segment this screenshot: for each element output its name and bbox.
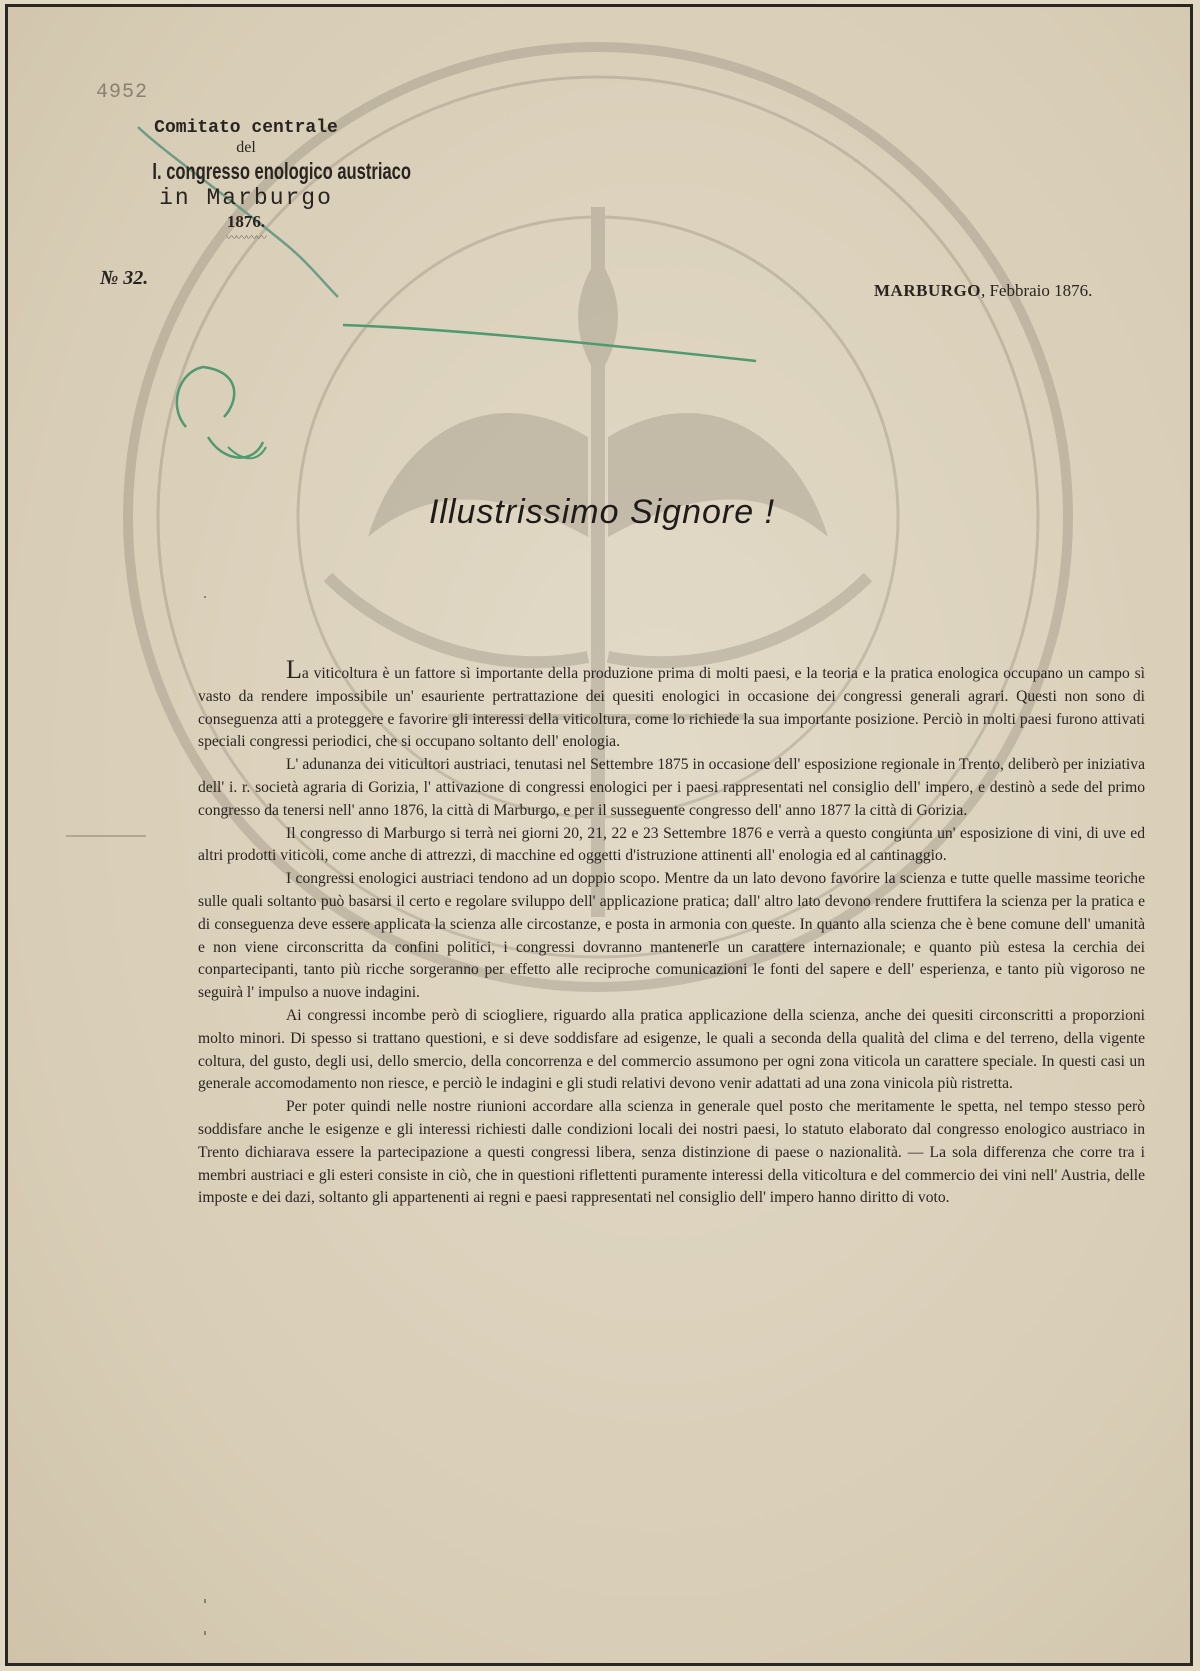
paragraph-text: a viticoltura è un fattore sì importante della produzione prima di molti paesi, e la teoria e la pratica enologica occupano un campo sì vasto da rendere impossibile un' esauriente pertrattazione dei quesiti enologici in occasione dei congressi generali agrari. Questi non sono di conseguenza atti a proteggere e favorire gli interessi della viticoltura, come lo richiede la sua importante posizione. Perciò in molti paesi furono attivati speciali congressi periodici, che si occupano soltanto dell' enologia. — [198, 665, 1145, 751]
archive-number: 4952 — [96, 81, 149, 104]
letterhead — [116, 118, 411, 244]
place-name: MARBURGO — [874, 281, 981, 300]
letterhead-line-2: del — [236, 138, 256, 156]
paragraph — [198, 655, 1145, 754]
letterhead-line-1: Comitato centrale — [154, 118, 338, 138]
paragraph: I congressi enologici austriaci tendono ad un doppio scopo. Mentre da un lato devono favorire la scienza e tutte quelle massime teoriche sulle quali soltanto può basarsi il certo e regolare sviluppo dell' applicazione pratica; dall' altro lato devono rendere fruttifera la scienza per la pratica e di conseguenza deve essere applicata la scienza alle circostanze, e posta in armonia con queste. In quanto alla scienza che è bene comune dell' umanità e non viene circonscritta da confini politici, i congressi dovranno mantenerle un carattere internazionale; e quanto più estesa la cerchia dei conpartecipanti, tanto più ricche sorgeranno per effetto alle reciproche comunicazioni le fonti del sapere e dell' esperienza, e tanto più vigoroso ne seguirà l' impulso a nuove indagini. — [198, 870, 1145, 1002]
letterhead-line-5: 1876. — [226, 211, 266, 231]
document-page — [5, 4, 1193, 1666]
salutation: Illustrissimo Signore ! — [428, 493, 776, 531]
ornament-rule-icon: 〰〰〰〰 — [226, 231, 266, 244]
paragraph: Il congresso di Marburgo si terrà nei giorni 20, 21, 22 e 23 Settembre 1876 e verrà a questo congiunta un' esposizione di vini, di uve ed altri prodotti viticoli, come anche di attrezzi, di macchine ed oggetti d'istruzione attinenti all' enologia ed al cantinaggio. — [198, 824, 1145, 865]
margin-tick-mark — [204, 596, 206, 598]
margin-tick-mark — [204, 1599, 206, 1603]
paragraph: Per poter quindi nelle nostre riunioni accordare alla scienza in generale quel posto che meritamente le spetta, nel tempo stesso però soddisfare anche le esigenze e gli interessi richiesti dalle condizioni locali dei nostri paesi, lo statuto elaborato dal congresso enologico austriaco in Trento dichiarava essere la partecipazione a questi congressi libera, senza distinzione di paese o nazionalità. — La sola differenza che corre tra i membri austriaci e gli esteri consiste in ciò, che in questioni riflettenti puramente interessi della viticoltura e del commercio dei vini nell' Austria, delle imposte e dei dazi, soltanto gli appartenenti ai regni e paesi rappresentati nel consiglio dell' impero hanno diritto di voto. — [198, 1098, 1145, 1207]
paragraph: Ai congressi incombe però di sciogliere, riguardo alla pratica applicazione della scienza, anche dei quesiti circonscritti a proporzioni molto minori. Di spesso si trattano questioni, e si deve soddisfare ad esigenze, le quali a seconda della qualità del clima e del terreno, della vigente coltura, del gusto, degli usi, dello smercio, della concorrenza e del commercio assumono per ogni zona viticola un carattere speciale. In questi casi un generale accomodamento non riesce, e perciò le indagini e gli studi relativi devono venir adattati ad una zona vinicola più ristretta. — [198, 1006, 1145, 1093]
drop-cap: L — [286, 655, 302, 684]
date-text: , Febbraio 1876. — [980, 281, 1093, 300]
letterhead-line-4: in Marburgo — [159, 184, 333, 211]
margin-scratch-mark — [66, 835, 146, 837]
margin-tick-mark — [204, 1631, 206, 1635]
place-date — [874, 281, 1092, 301]
paragraph: L' adunanza dei viticultori austriaci, tenutasi nel Settembre 1875 in occasione dell' esposizione regionale in Trento, deliberò per iniziativa dell' i. r. società agraria di Gorizia, l' attivazione di congressi enologici per i paesi rappresentati nel consiglio dell' impero, e destinò a sede del primo congresso da tenersi nell' anno 1876, la città di Marburgo, e per il susseguente congresso dell' anno 1877 la città di Gorizia. — [198, 756, 1145, 819]
letterhead-line-3: I. congresso enologico austriaco — [152, 157, 411, 184]
document-number: № 32. — [100, 267, 149, 289]
letter-body — [198, 655, 1145, 1210]
